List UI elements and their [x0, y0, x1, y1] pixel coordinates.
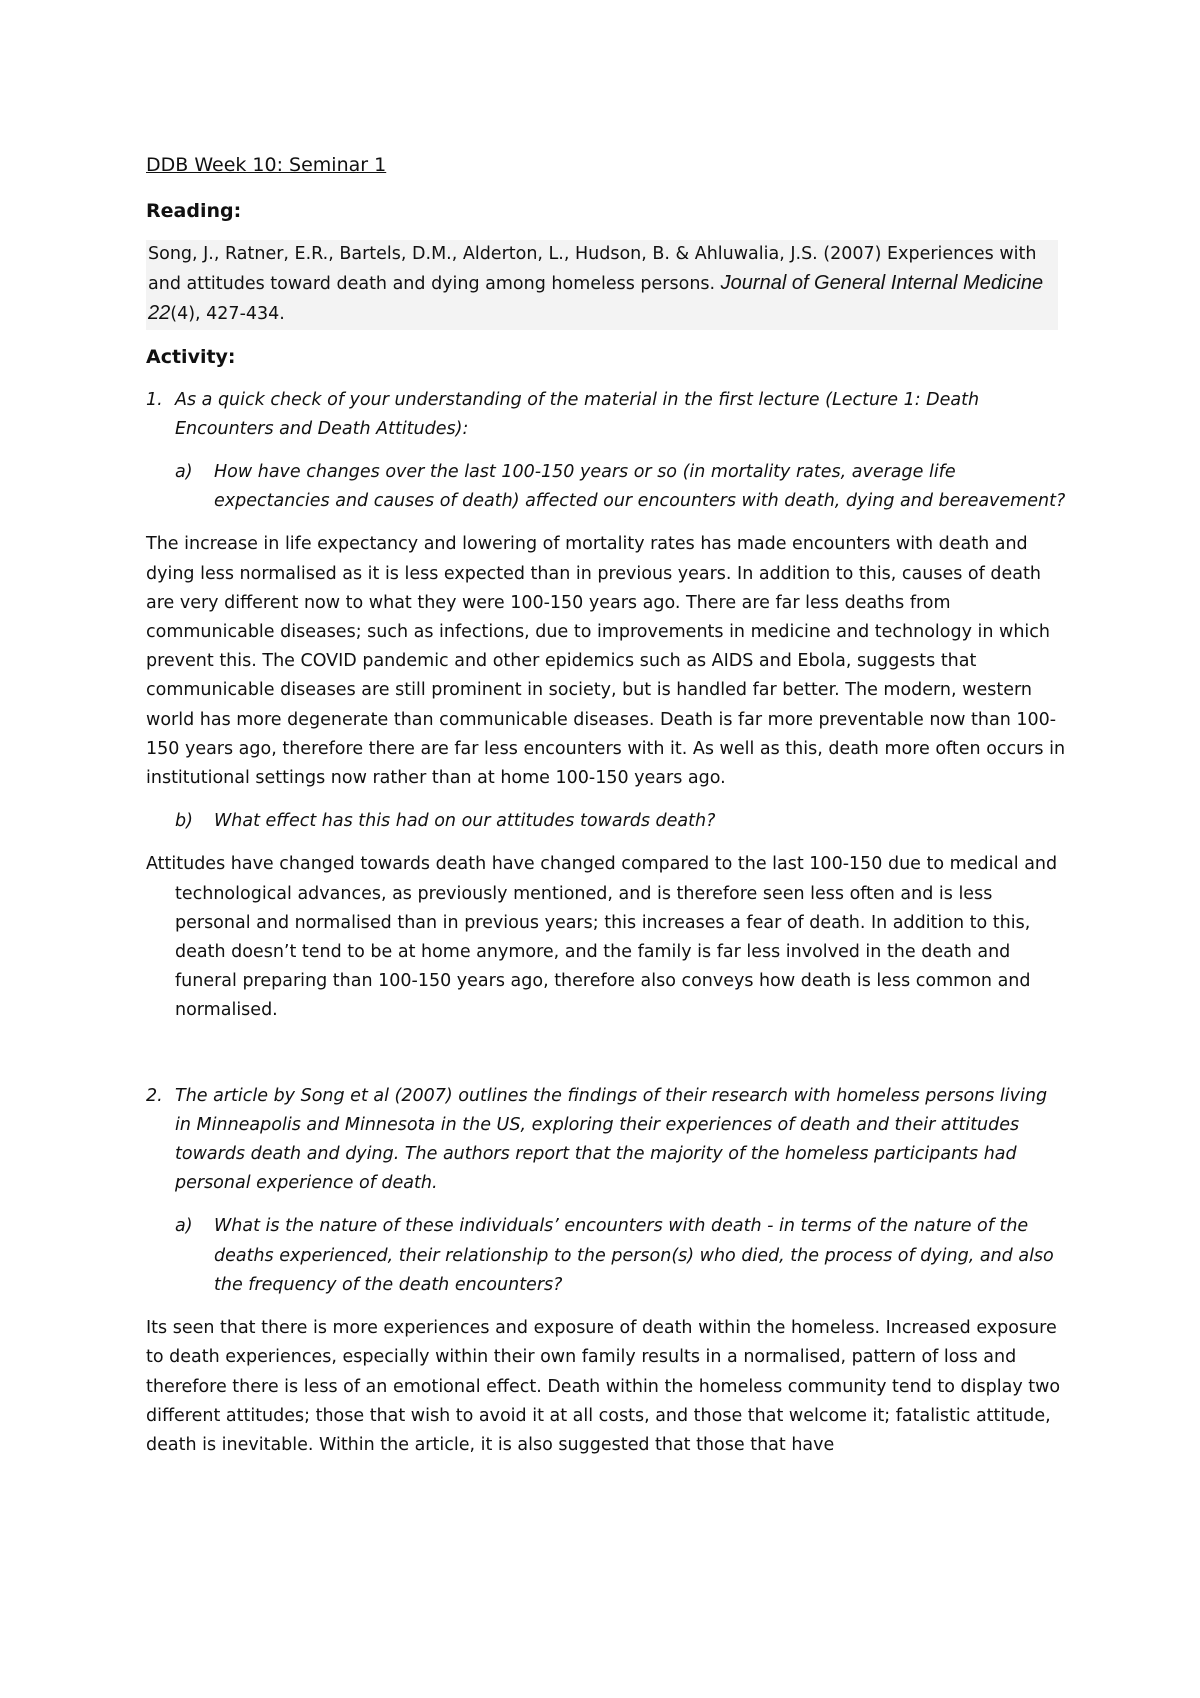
question-1b	[175, 807, 1066, 836]
reading-heading: Reading:	[146, 200, 242, 222]
sub-question-text: What is the nature of these individuals’ encounters with death - in terms of the nature of the deaths experienced, their relationship to the person(s) who died, the process of dying, and also the frequency of the death encounters?	[214, 1216, 1054, 1295]
question-2a	[175, 1212, 1066, 1300]
question-number: 2.	[146, 1085, 163, 1106]
activity-heading: Activity:	[146, 345, 236, 368]
sub-question-text: How have changes over the last 100-150 years or so (in mortality rates, average life expectancies and causes of death) affected our encounters with death, dying and bereavement?	[214, 462, 1066, 512]
reading-reference	[146, 240, 1058, 330]
document-title: DDB Week 10: Seminar 1	[146, 154, 387, 176]
question-number: 1.	[146, 389, 163, 410]
document-page	[146, 150, 1066, 1474]
question-2	[146, 1082, 1066, 1199]
answer-2a: Its seen that there is more experiences and exposure of death within the homeless. Increased exposure to death experiences, especially within their own family results in a normalised, pattern of loss and therefore there is less of an emotional effect. Death within the homeless community tend to display two different attitudes; those that wish to avoid it at all costs, and those that welcome it; fatalistic attitude, death is inevitable. Within the article, it is also suggested that those that have	[146, 1318, 1061, 1455]
sub-question-label: a)	[175, 1216, 193, 1237]
reference-journal: Journal of General Internal Medicine 22	[148, 272, 1044, 325]
sub-question-text: What effect has this had on our attitudes towards death?	[214, 811, 716, 832]
reference-issue-pages: (4), 427-434.	[170, 304, 285, 325]
answer-1b: Attitudes have changed towards death have changed compared to the last 100-150 due to medical and technological advances, as previously mentioned, and is therefore seen less often and is less personal and normalised than in previous years; this increases a fear of death. In addition to this, death doesn’t tend to be at home anymore, and the family is far less involved in the death and funeral preparing than 100-150 years ago, therefore also conveys how death is less common and normalised.	[146, 854, 1058, 1021]
question-text: The article by Song et al (2007) outlines the findings of their research with homeless persons living in Minneapolis and Minnesota in the US, exploring their experiences of death and their attitudes towards death and dying. The authors report that the majority of the homeless participants had personal experience of death.	[175, 1085, 1048, 1194]
answer-1a: The increase in life expectancy and lowering of mortality rates has made encounters with death and dying less normalised as it is less expected than in previous years. In addition to this, causes of death are very different now to what they were 100-150 years ago. There are far less deaths from communicable diseases; such as infections, due to improvements in medicine and technology in which prevent this. The COVID pandemic and other epidemics such as AIDS and Ebola, suggests that communicable diseases are still prominent in society, but is handled far better. The modern, western world has more degenerate than communicable diseases. Death is far more preventable now than 100-150 years ago, therefore there are far less encounters with it. As well as this, death more often occurs in institutional settings now rather than at home 100-150 years ago.	[146, 534, 1066, 789]
question-1	[146, 386, 1066, 444]
reference-authors-title: Song, J., Ratner, E.R., Bartels, D.M., Alderton, L., Hudson, B. & Ahluwalia, J.S. (2007) Experiences with and attitudes toward death and dying among homeless persons.	[148, 244, 1037, 295]
sub-question-label: a)	[175, 462, 193, 483]
sub-question-label: b)	[175, 811, 193, 832]
question-1a	[175, 458, 1066, 516]
question-text: As a quick check of your understanding of the material in the first lecture (Lecture 1: Death Encounters and Death Attitudes):	[175, 389, 980, 439]
paragraph-spacer	[146, 1040, 1066, 1082]
